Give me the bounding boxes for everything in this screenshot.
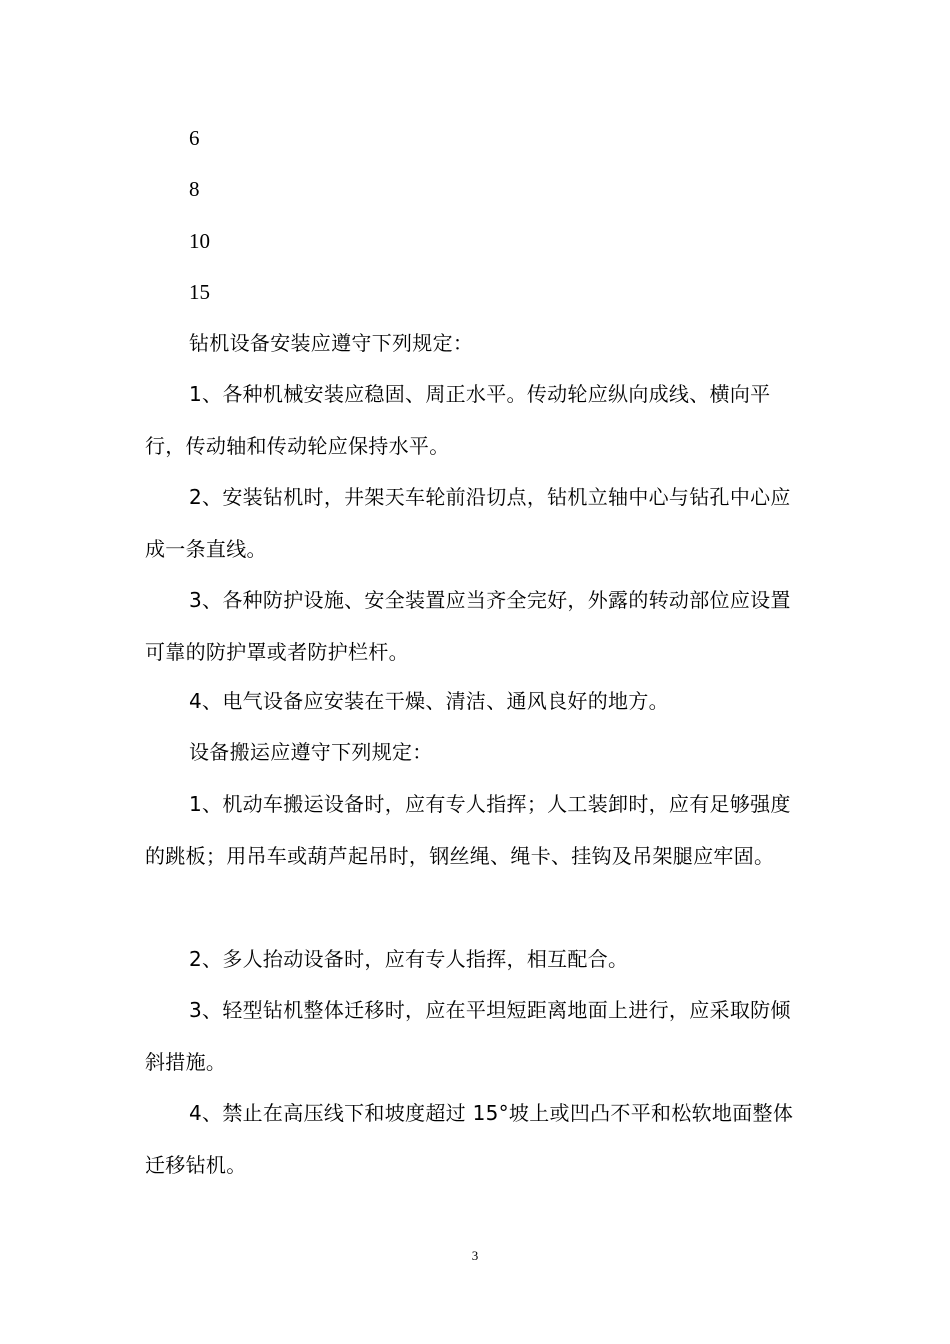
section-heading-transport: 设备搬运应遵守下列规定： [189, 740, 433, 764]
paragraph-transport-1: 1、机动车搬运设备时，应有专人指挥；人工装卸时，应有足够强度的跳板；用吊车或葫芦起吊时，钢丝绳、绳卡、挂钩及吊架腿应牢固。 [145, 792, 791, 868]
paragraph-install-4: 4、电气设备应安装在干燥、清洁、通风良好的地方。 [189, 689, 669, 713]
number-line: 10 [189, 229, 210, 253]
paragraph-install-3: 3、各种防护设施、安全装置应当齐全完好，外露的转动部位应设置可靠的防护罩或者防护栏杆。 [145, 588, 791, 664]
number-line: 8 [189, 177, 200, 201]
number-line: 15 [189, 280, 210, 304]
paragraph-transport-3: 3、轻型钻机整体迁移时，应在平坦短距离地面上进行，应采取防倾斜措施。 [145, 998, 791, 1074]
page-number: 3 [471, 1248, 479, 1263]
paragraph-install-2: 2、安装钻机时，井架天车轮前沿切点，钻机立轴中心与钻孔中心应成一条直线。 [145, 485, 791, 561]
paragraph-transport-4: 4、禁止在高压线下和坡度超过 15°坡上或凹凸不平和松软地面整体迁移钻机。 [145, 1101, 794, 1177]
paragraph-install-1: 1、各种机械安装应稳固、周正水平。传动轮应纵向成线、横向平行，传动轴和传动轮应保持水平。 [145, 382, 771, 458]
section-heading-install: 钻机设备安装应遵守下列规定： [189, 331, 474, 355]
number-line: 6 [189, 126, 200, 150]
paragraph-transport-2: 2、多人抬动设备时，应有专人指挥，相互配合。 [189, 947, 629, 971]
